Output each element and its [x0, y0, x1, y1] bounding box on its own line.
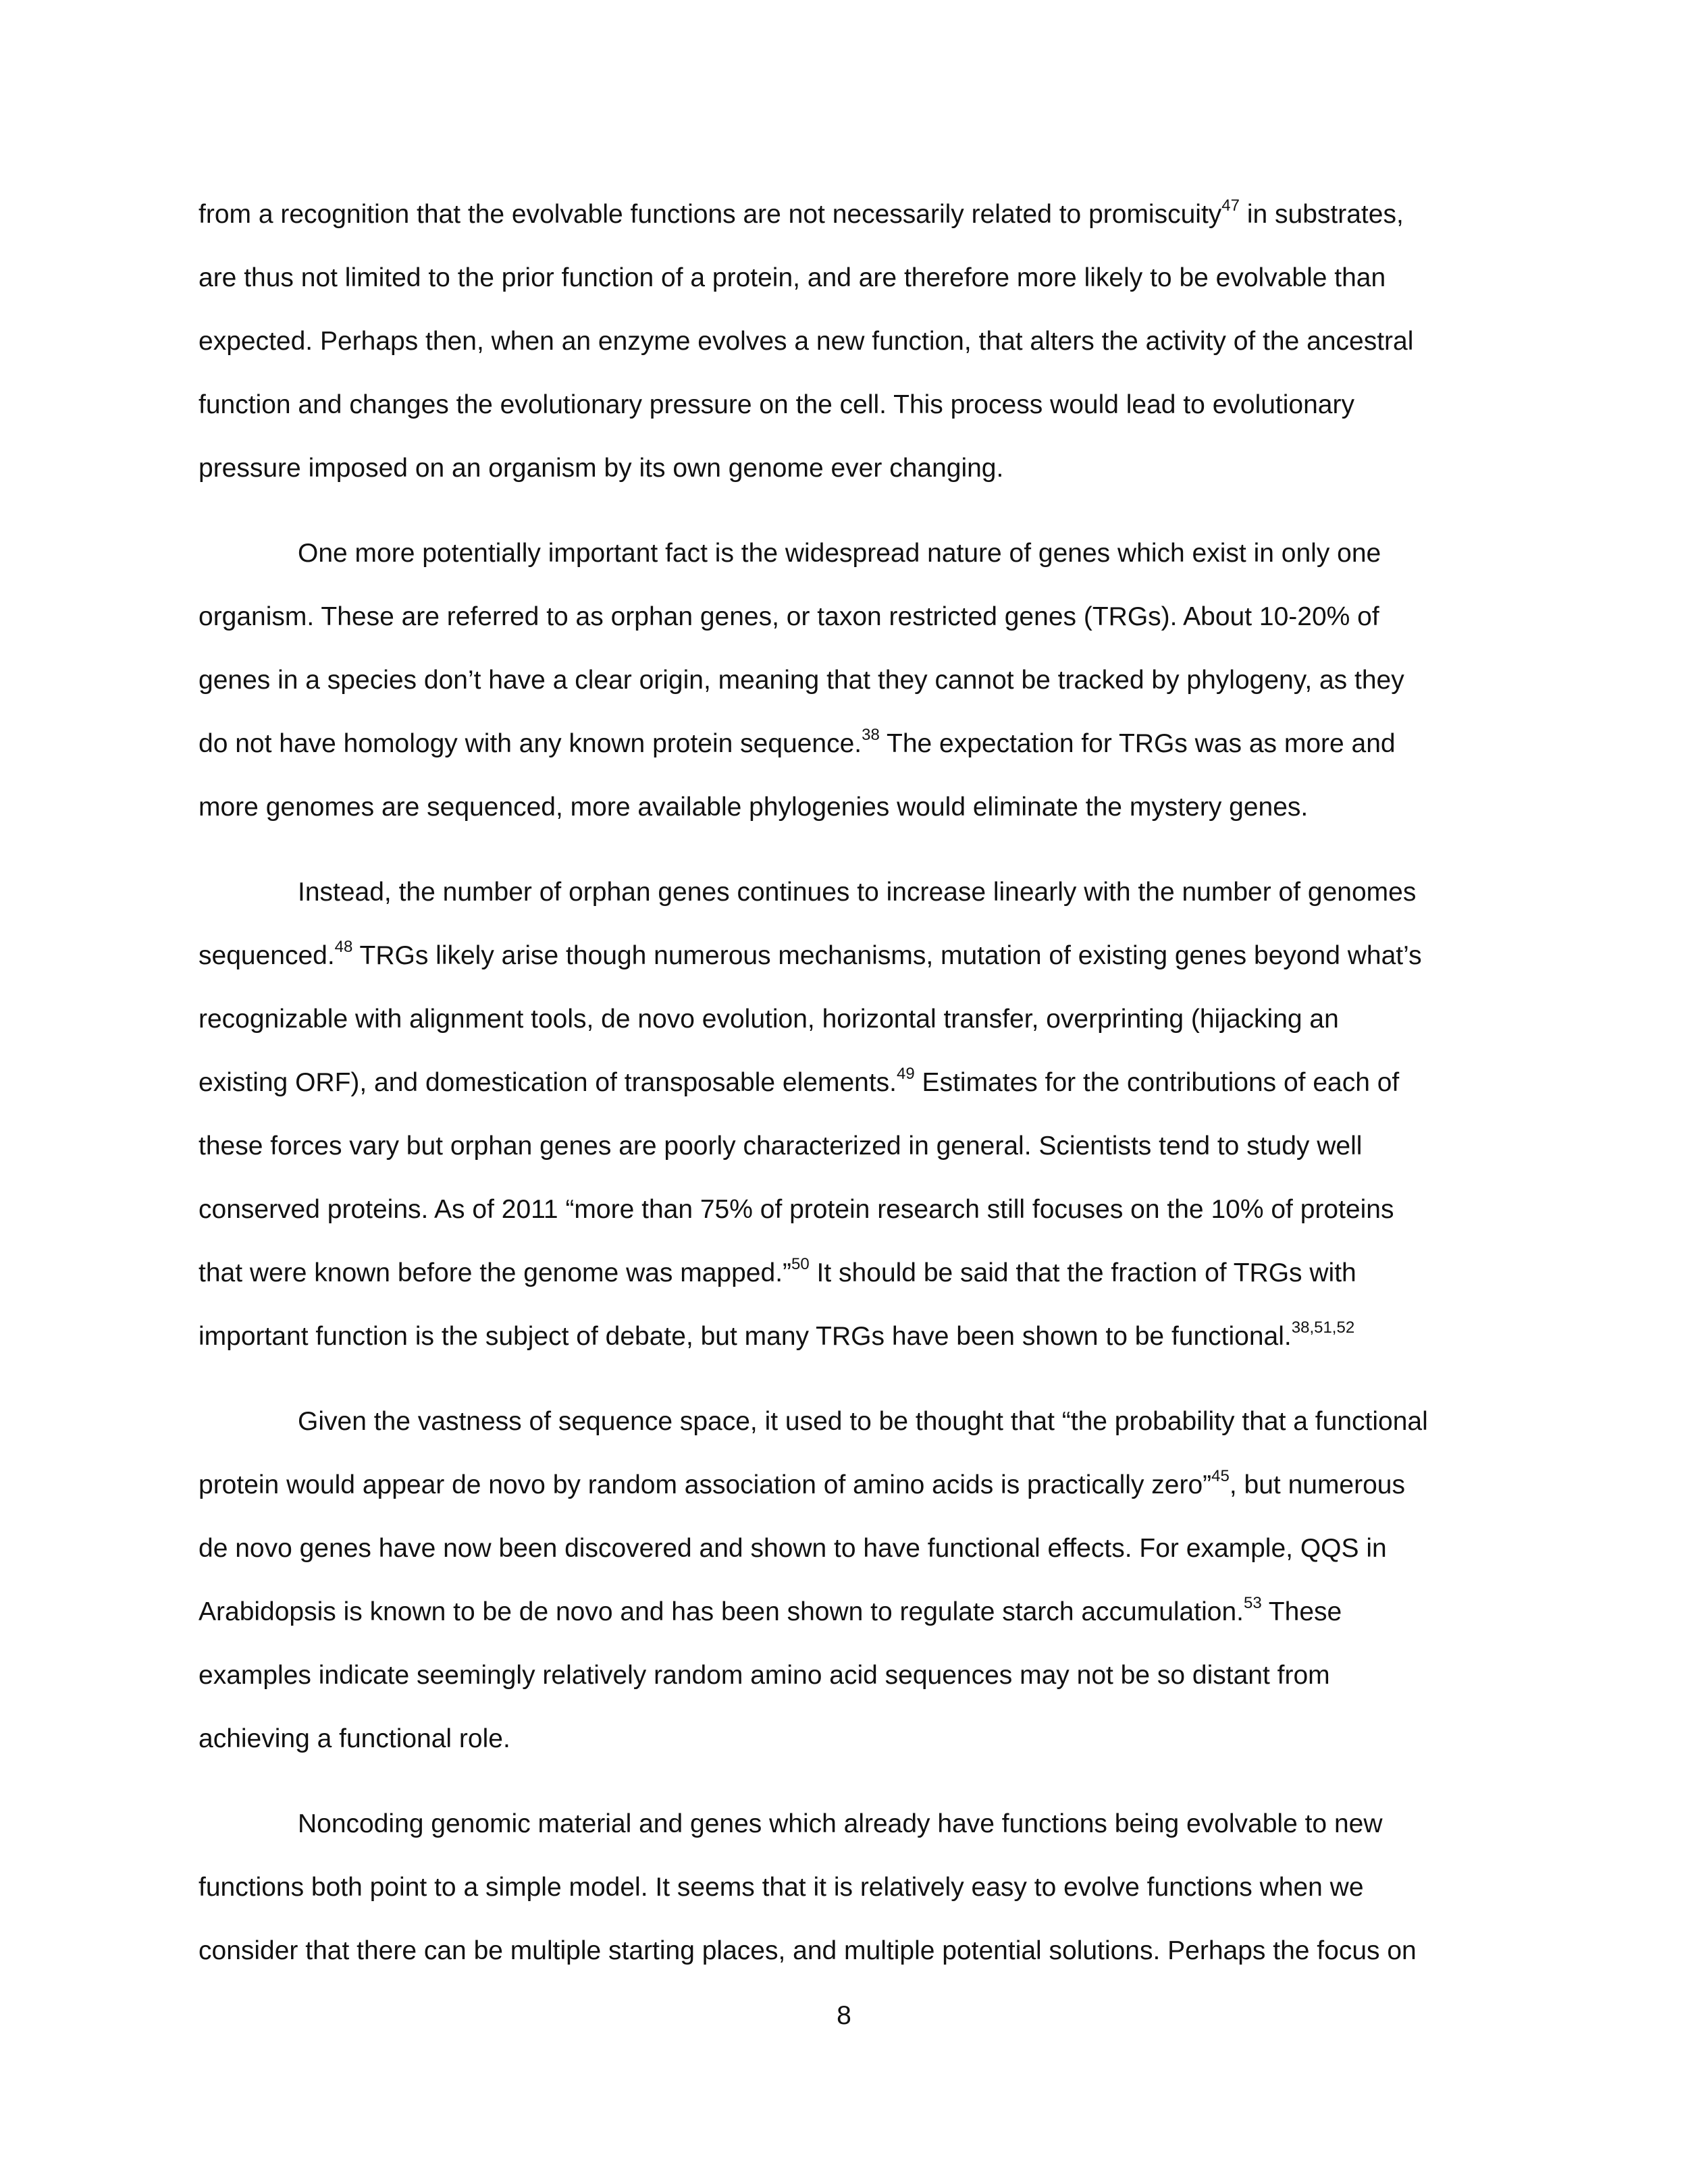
citation-superscript: 48 [334, 938, 353, 956]
text-line [199, 791, 1308, 824]
text-line [199, 452, 1003, 485]
text-run: these forces vary but orphan genes are poorly characterized in general. Scientists tend to study well [199, 1131, 1363, 1161]
text-line [199, 262, 1386, 294]
text-run: consider that there can be multiple starting places, and multiple potential solutions. Perhaps the focus on [199, 1936, 1417, 1965]
text-line [199, 1533, 1387, 1565]
paragraph-first-line [298, 876, 1416, 909]
text-line [199, 1935, 1417, 1967]
text-run: Noncoding genomic material and genes which already have functions being evolvable to new [298, 1809, 1383, 1838]
text-run: protein would appear de novo by random association of amino acids is practically zero” [199, 1470, 1212, 1499]
citation-superscript: 38 [862, 726, 880, 744]
text-line [199, 728, 1396, 760]
text-run: function and changes the evolutionary pressure on the cell. This process would lead to evolutionary [199, 390, 1354, 419]
citation-superscript: 38,51,52 [1291, 1319, 1355, 1337]
text-line [199, 1067, 1399, 1099]
text-line [199, 1723, 510, 1755]
text-run: Given the vastness of sequence space, it used to be thought that “the probability that a functional [298, 1407, 1428, 1436]
text-run: Estimates for the contributions of each of [914, 1068, 1400, 1097]
text-line [199, 1321, 1354, 1353]
text-run: The expectation for TRGs was as more and [879, 729, 1396, 758]
text-run: Instead, the number of orphan genes continues to increase linearly with the number of genomes [298, 878, 1417, 907]
text-run: One more potentially important fact is the widespread nature of genes which exist in only one [298, 539, 1381, 568]
paragraph-first-line [298, 1808, 1383, 1840]
text-run: organism. These are referred to as orphan genes, or taxon restricted genes (TRGs). About 10-20% of [199, 602, 1379, 631]
text-run: These [1261, 1597, 1342, 1626]
text-run: genes in a species don’t have a clear origin, meaning that they cannot be tracked by phylogeny, as they [199, 666, 1404, 695]
text-run: examples indicate seemingly relatively random amino acid sequences may not be so distant from [199, 1661, 1330, 1690]
text-run: conserved proteins. As of 2011 “more than 75% of protein research still focuses on the 10% of proteins [199, 1195, 1394, 1224]
page-number: 8 [837, 2001, 851, 2030]
text-run: achieving a functional role. [199, 1724, 510, 1753]
text-run: in substrates, [1240, 200, 1404, 229]
text-run: Arabidopsis is known to be de novo and has been shown to regulate starch accumulation. [199, 1597, 1244, 1626]
text-run: pressure imposed on an organism by its own genome ever changing. [199, 454, 1004, 483]
text-run: sequenced. [199, 941, 335, 970]
text-line [199, 1257, 1356, 1289]
text-line [199, 1003, 1339, 1036]
text-run: do not have homology with any known protein sequence. [199, 729, 862, 758]
citation-superscript: 45 [1211, 1467, 1230, 1485]
text-line [199, 1130, 1362, 1163]
text-run: are thus not limited to the prior function of a protein, and are therefore more likely to be evolvable than [199, 263, 1386, 292]
citation-superscript: 50 [791, 1255, 810, 1273]
citation-superscript: 49 [897, 1065, 915, 1083]
text-line [199, 1596, 1342, 1628]
text-line [199, 325, 1413, 358]
text-run: from a recognition that the evolvable functions are not necessarily related to promiscuity [199, 200, 1222, 229]
paragraph-first-line [298, 537, 1381, 570]
text-run: that were known before the genome was mapped.” [199, 1258, 792, 1287]
text-line [199, 389, 1354, 421]
text-run: more genomes are sequenced, more available phylogenies would eliminate the mystery genes. [199, 793, 1309, 822]
text-run: de novo genes have now been discovered and shown to have functional effects. For example, QQS in [199, 1534, 1387, 1563]
text-run: existing ORF), and domestication of transposable elements. [199, 1068, 897, 1097]
text-run: recognizable with alignment tools, de novo evolution, horizontal transfer, overprinting (hijacking an [199, 1005, 1339, 1034]
text-line [199, 1194, 1394, 1226]
text-line [199, 601, 1379, 633]
text-line [199, 940, 1422, 972]
text-run: TRGs likely arise though numerous mechanisms, mutation of existing genes beyond what’s [352, 941, 1422, 970]
text-line [199, 1871, 1364, 1904]
text-run: expected. Perhaps then, when an enzyme evolves a new function, that alters the activity of the ancestral [199, 327, 1414, 356]
citation-superscript: 47 [1221, 196, 1240, 215]
text-line [199, 1469, 1405, 1501]
text-run: , but numerous [1229, 1470, 1405, 1499]
citation-superscript: 53 [1243, 1594, 1262, 1612]
text-run: important function is the subject of debate, but many TRGs have been shown to be functional. [199, 1322, 1292, 1351]
paragraph-first-line [298, 1406, 1428, 1438]
text-run: functions both point to a simple model. It seems that it is relatively easy to evolve functions when we [199, 1873, 1364, 1902]
text-line [199, 664, 1404, 697]
text-line [199, 1659, 1330, 1692]
text-run: It should be said that the fraction of TRGs with [809, 1258, 1356, 1287]
text-line [199, 198, 1404, 231]
